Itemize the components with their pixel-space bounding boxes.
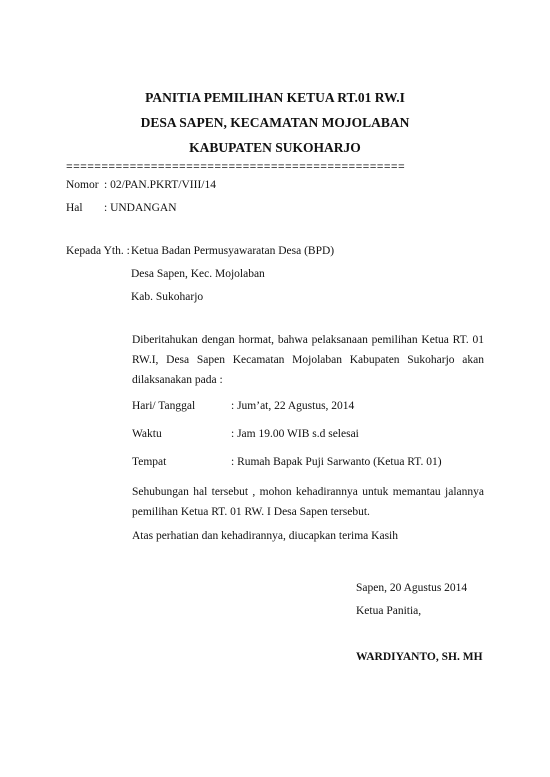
header-title-line2: DESA SAPEN, KECAMATAN MOJOLABAN [140,115,410,130]
recipient-line1: Ketua Badan Permusyawaratan Desa (BPD) [131,245,335,257]
signature-place-date: Sapen, 20 Agustus 2014 [356,582,468,594]
closing-line: Atas perhatian dan kehadirannya, diucapkan terima Kasih [132,530,398,542]
signature-name: WARDIYANTO, SH. MH [356,651,483,663]
detail-label-waktu: Waktu [132,428,162,440]
hal-label: Hal [66,202,83,214]
detail-value-tempat: : Rumah Bapak Puji Sarwanto (Ketua RT. 01) [231,456,442,468]
detail-value-waktu: : Jam 19.00 WIB s.d selesai [231,428,359,440]
nomor-label: Nomor [66,179,99,191]
signature-role: Ketua Panitia, [356,605,422,617]
recipient-line2: Desa Sapen, Kec. Mojolaban [131,268,265,280]
followup-paragraph: Sehubungan hal tersebut , mohon kehadirannya untuk memantau jalannya pemilihan Ketua RT. 01 RW. I Desa Sapen tersebut. [132,486,484,518]
hal-value: : UNDANGAN [104,202,177,214]
header-separator: ================================================ [66,162,406,174]
detail-value-hari: : Jum’at, 22 Agustus, 2014 [231,400,355,412]
detail-label-tempat: Tempat [132,456,167,468]
detail-label-hari: Hari/ Tanggal [132,400,196,412]
recipient-label: Kepada Yth. : [66,245,130,257]
intro-paragraph: Diberitahukan dengan hormat, bahwa pelaksanaan pemilihan Ketua RT. 01 RW.I, Desa Sapen Kecamatan Mojolaban Kabupaten Sukoharjo akan dilaksanakan pada : [132,334,484,386]
header-title-line1: PANITIA PEMILIHAN KETUA RT.01 RW.I [145,90,405,105]
nomor-value: : 02/PAN.PKRT/VIII/14 [104,179,216,191]
recipient-line3: Kab. Sukoharjo [131,291,204,303]
header-title-line3: KABUPATEN SUKOHARJO [189,140,361,155]
